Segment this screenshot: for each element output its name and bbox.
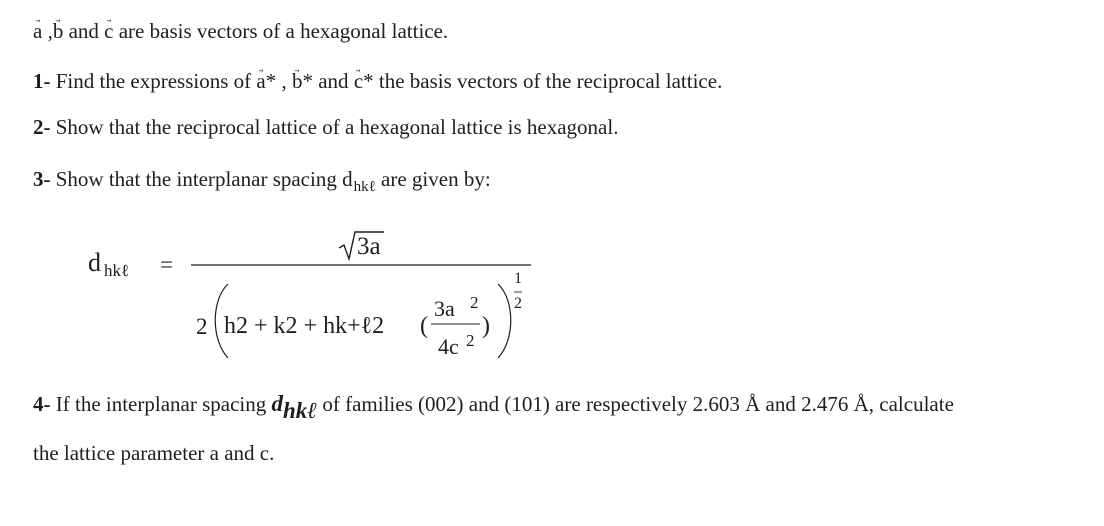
d-symbol: d	[271, 391, 283, 416]
question-4: 4- If the interplanar spacing dhkℓ of families (002) and (101) are respectively 2.603 Å and 2.476 Å, calculate	[33, 391, 954, 423]
question-3: 3- Show that the interplanar spacing $d_{hk\ell}$ are given by:	[33, 167, 491, 195]
d-subscript: hkℓ	[353, 179, 376, 195]
inner-denominator: 4c	[438, 334, 459, 359]
denominator-terms: h2 + k2 + hk+ℓ2	[224, 313, 385, 339]
question-number: 2-	[33, 115, 51, 139]
inner-paren-open: (	[420, 313, 428, 339]
vector-c-star: → c	[354, 71, 363, 92]
denominator-coefficient: 2	[196, 314, 208, 339]
inner-denominator-exponent: 2	[466, 331, 475, 350]
question-number: 3-	[33, 167, 51, 191]
vector-a: → a	[33, 21, 42, 42]
right-paren	[498, 284, 511, 358]
vector-a-star: → a	[256, 71, 265, 92]
outer-exponent-numerator: 1	[514, 270, 522, 287]
question-4-continued: the lattice parameter a and c.	[33, 441, 275, 465]
inner-numerator: 3a	[434, 296, 455, 321]
outer-exponent-denominator: 2	[514, 295, 522, 312]
vector-c: → c	[104, 21, 113, 42]
formula-equals: =	[160, 252, 173, 277]
question-2: 2- Show that the reciprocal lattice of a hexagonal lattice is hexagonal.	[33, 115, 619, 139]
vector-b: → b	[53, 21, 64, 42]
inner-numerator-exponent: 2	[470, 293, 479, 312]
question-number: 4-	[33, 392, 51, 416]
numerator: 3a	[357, 233, 381, 260]
question-1: 1- Find the expressions of → a* , → b* and → c* the basis vectors of the reciprocal lattice.	[33, 71, 722, 92]
intro-line: → a ,→ b and → c are basis vectors of a hexagonal lattice.	[33, 21, 448, 42]
d-symbol: d	[342, 167, 353, 191]
d-subscript: hkℓ	[283, 398, 318, 423]
inner-paren-close: )	[482, 313, 490, 339]
formula-lhs-subscript: hkℓ	[104, 261, 130, 280]
question-number: 1-	[33, 69, 51, 93]
formula-lhs-d: d	[88, 248, 101, 277]
vector-b-star: → b	[292, 71, 303, 92]
